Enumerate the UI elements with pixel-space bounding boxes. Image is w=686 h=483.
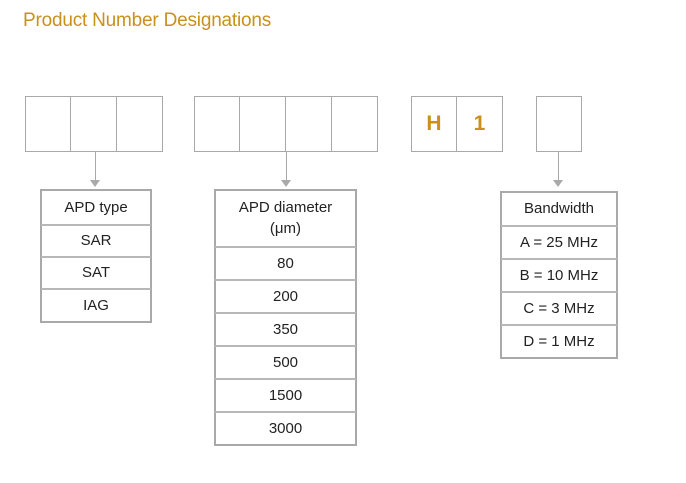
apd-diameter-connector bbox=[286, 152, 287, 180]
fixed-code-box-h: H bbox=[411, 96, 457, 152]
bandwidth-option: C = 3 MHz bbox=[502, 292, 617, 325]
bandwidth-connector bbox=[558, 152, 559, 180]
apd-diameter-option: 80 bbox=[216, 247, 356, 280]
code-box bbox=[286, 96, 332, 152]
page-title: Product Number Designations bbox=[23, 10, 272, 31]
code-box bbox=[194, 96, 240, 152]
bandwidth-option: B = 10 MHz bbox=[502, 259, 617, 292]
bandwidth-option: A = 25 MHz bbox=[502, 226, 617, 259]
bandwidth-code-box-group bbox=[536, 96, 582, 152]
bandwidth-table bbox=[501, 192, 617, 358]
code-box bbox=[240, 96, 286, 152]
apd-diameter-option: 500 bbox=[216, 346, 356, 379]
apd-diameter-option: 1500 bbox=[216, 379, 356, 412]
apd-type-option: SAR bbox=[42, 225, 151, 257]
code-box bbox=[536, 96, 582, 152]
apd-type-option: IAG bbox=[42, 289, 151, 322]
apd-type-header: APD type bbox=[42, 191, 151, 225]
fixed-code-boxes bbox=[411, 96, 503, 152]
apd-type-code-boxes bbox=[25, 96, 163, 152]
bandwidth-header: Bandwidth bbox=[502, 193, 617, 226]
apd-type-table bbox=[41, 190, 151, 322]
apd-type-arrowhead bbox=[90, 180, 100, 187]
apd-diameter-header-line2: (μm) bbox=[269, 220, 302, 238]
bandwidth-arrowhead bbox=[553, 180, 563, 187]
apd-diameter-header bbox=[216, 191, 356, 247]
bandwidth-option: D = 1 MHz bbox=[502, 325, 617, 358]
apd-diameter-header-line1: APD diameter bbox=[238, 199, 333, 217]
apd-type-option: SAT bbox=[42, 257, 151, 289]
code-box bbox=[117, 96, 163, 152]
fixed-code-box-1: 1 bbox=[457, 96, 503, 152]
code-box bbox=[71, 96, 117, 152]
apd-diameter-option: 3000 bbox=[216, 412, 356, 445]
apd-diameter-arrowhead bbox=[281, 180, 291, 187]
apd-diameter-code-boxes bbox=[194, 96, 378, 152]
apd-diameter-option: 200 bbox=[216, 280, 356, 313]
code-box bbox=[332, 96, 378, 152]
apd-diameter-table bbox=[215, 190, 356, 445]
apd-diameter-option: 350 bbox=[216, 313, 356, 346]
apd-type-connector bbox=[95, 152, 96, 180]
code-box bbox=[25, 96, 71, 152]
